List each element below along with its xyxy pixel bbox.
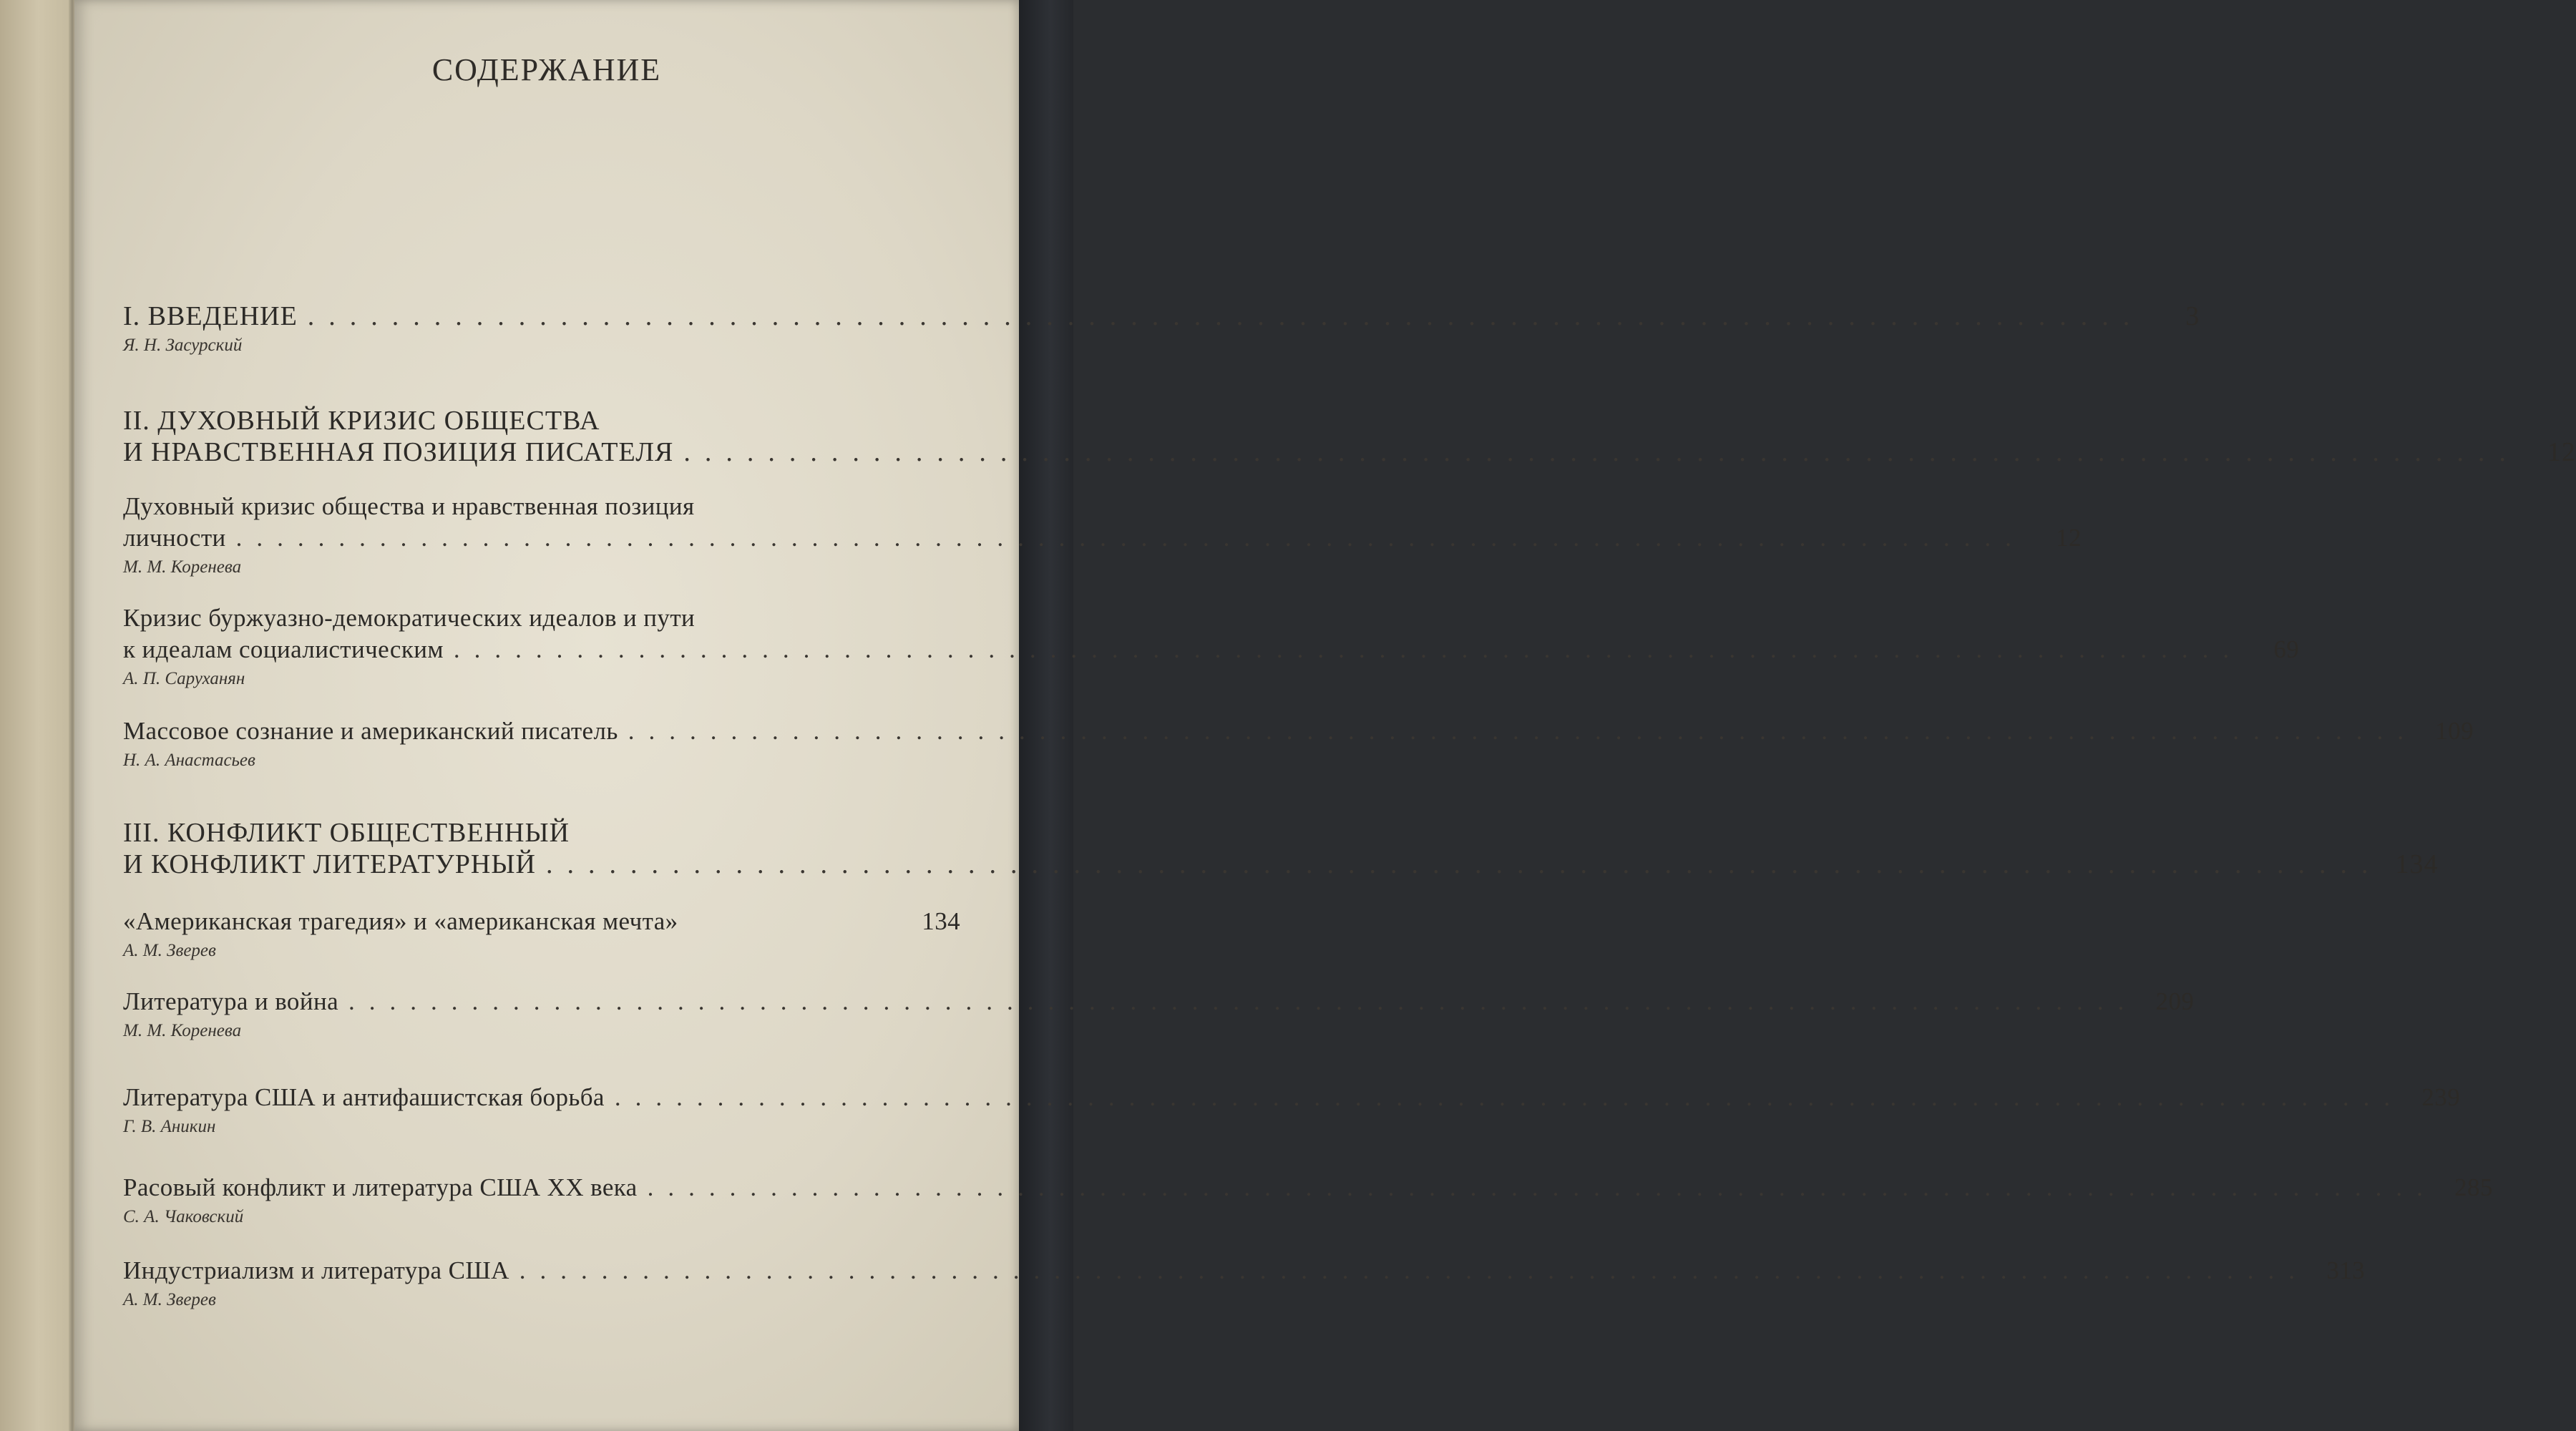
- toc-line: [123, 405, 960, 436]
- section-heading: I. ВВЕДЕНИЕ: [123, 301, 298, 331]
- page-number: 313: [2326, 1256, 2366, 1284]
- page-number: 109: [2435, 717, 2474, 745]
- toc-section-spiritual-crisis: [123, 405, 2576, 468]
- toc-article: [123, 906, 960, 963]
- page-number: 3: [2185, 301, 2200, 331]
- toc-section-conflict: [123, 817, 2439, 880]
- article-title-line1: Литература США и антифашистская борьба: [123, 1083, 605, 1111]
- section-heading-line1: II. ДУХОВНЫЙ КРИЗИС ОБЩЕСТВА: [123, 406, 600, 436]
- page-number: 12: [2056, 524, 2082, 552]
- dot-leader: .......................................................................................: [307, 301, 2145, 331]
- dot-leader: .......................................................................................: [614, 1083, 2405, 1111]
- article-title-line2: к идеалам социалистическим: [123, 635, 444, 663]
- page-number: 69: [2273, 635, 2300, 663]
- dot-leader: .......................................................................................: [453, 635, 2244, 663]
- toc-line: [123, 436, 2576, 468]
- toc-line: [123, 906, 960, 937]
- toc-article: [123, 1082, 2461, 1139]
- toc-line: [123, 1255, 2366, 1286]
- page-number: 239: [2421, 1083, 2461, 1111]
- author-name: А. М. Зверев: [123, 1290, 216, 1309]
- page-number: 134: [2395, 849, 2439, 879]
- toc-section-introduction: [123, 301, 2200, 358]
- page-number: 134: [922, 907, 960, 935]
- page-number: 12: [2547, 437, 2576, 467]
- toc-article: [123, 1172, 2493, 1229]
- page-number: 285: [2454, 1173, 2493, 1201]
- dot-leader: .......................................................................................: [545, 849, 2383, 879]
- author-name: Я. Н. Засурский: [123, 336, 243, 355]
- article-title-line1: Литература и война: [123, 987, 339, 1015]
- toc-line: [123, 1082, 2461, 1113]
- article-title-line1: Массовое сознание и американский писатель: [123, 717, 618, 745]
- toc-article: [123, 1255, 2366, 1312]
- author-name: М. М. Коренева: [123, 1021, 242, 1040]
- author-name: Н. А. Анастасьев: [123, 751, 255, 770]
- section-heading-line2: И НРАВСТВЕННАЯ ПОЗИЦИЯ ПИСАТЕЛЯ: [123, 437, 674, 467]
- toc-article: [123, 986, 2195, 1043]
- toc-article: [123, 602, 2300, 691]
- dot-leader: .......................................................................................: [235, 524, 2026, 552]
- dot-leader: .......................................................................................: [519, 1256, 2310, 1284]
- page-number: 209: [2155, 987, 2195, 1015]
- author-name: А. М. Зверев: [123, 941, 216, 960]
- article-title-line1: Расовый конфликт и литература США XX века: [123, 1173, 638, 1201]
- toc-line: [123, 716, 2474, 747]
- toc-line: [123, 849, 2439, 880]
- author-name: С. А. Чаковский: [123, 1207, 244, 1226]
- section-heading-line1: III. КОНФЛИКТ ОБЩЕСТВЕННЫЙ: [123, 818, 570, 848]
- page-title: СОДЕРЖАНИЕ: [431, 52, 662, 87]
- article-title-line1: Индустриализм и литература США: [123, 1256, 509, 1284]
- dot-leader: .......................................................................................: [647, 1173, 2437, 1201]
- toc-line: [123, 301, 2200, 332]
- author-name: М. М. Коренева: [123, 557, 242, 577]
- toc-line: [123, 522, 2082, 554]
- article-title-line2: личности: [123, 524, 226, 552]
- toc-line: [123, 1172, 2493, 1203]
- author-name: Г. В. Аникин: [123, 1117, 216, 1136]
- toc-line: [123, 986, 2195, 1017]
- article-title-line1: Духовный кризис общества и нравственная позиция: [123, 492, 695, 520]
- book-page: [74, 0, 2576, 1431]
- article-title-line1: Кризис буржуазно-демократических идеалов и пути: [123, 604, 696, 632]
- article-title-line1: «Американская трагедия» и «американская мечта»: [123, 907, 678, 935]
- dot-leader: .......................................................................................: [628, 717, 2418, 745]
- toc-line: [123, 602, 960, 634]
- toc-article: [123, 716, 2474, 773]
- toc-line: [123, 817, 960, 849]
- toc-line: [123, 491, 960, 522]
- dot-leader: .......................................................................................: [348, 987, 2139, 1015]
- toc-line: [123, 634, 2300, 665]
- section-heading-line2: И КОНФЛИКТ ЛИТЕРАТУРНЫЙ: [123, 849, 536, 879]
- toc-article: [123, 491, 2082, 580]
- dot-leader: .......................................................................................: [683, 437, 2520, 467]
- author-name: А. П. Саруханян: [123, 669, 245, 688]
